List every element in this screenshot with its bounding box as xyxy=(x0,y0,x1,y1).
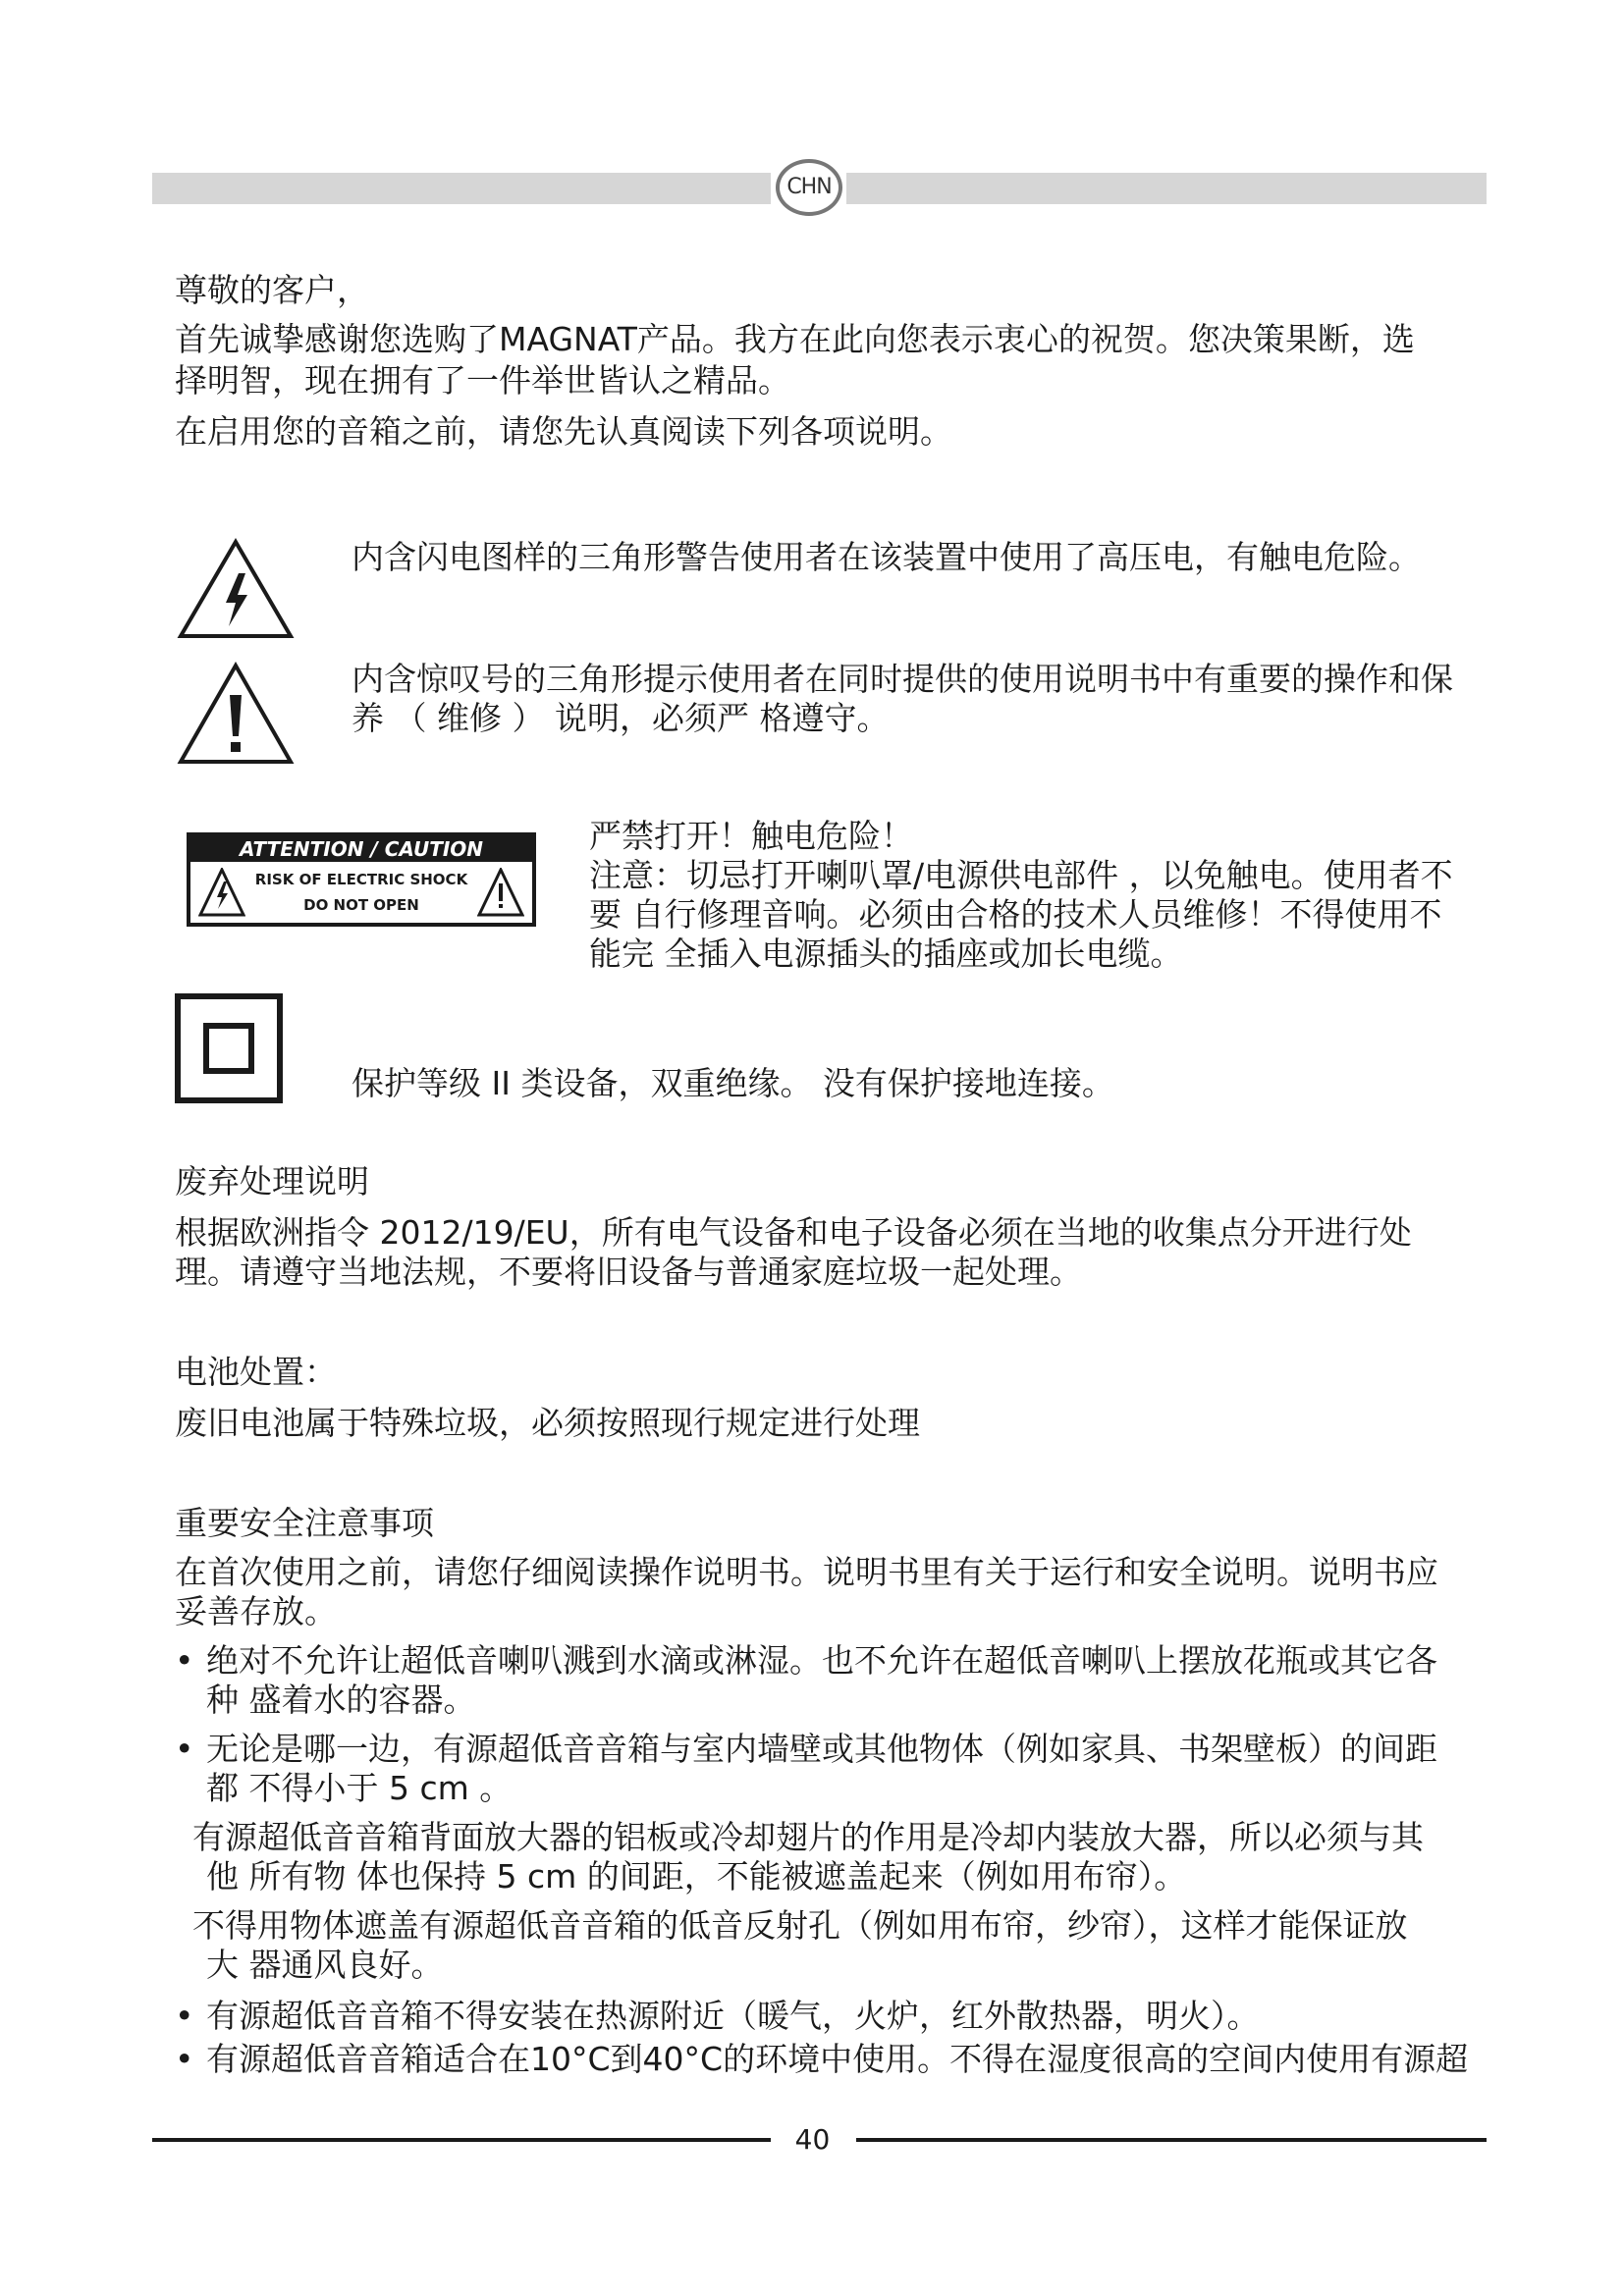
intro-paragraph-line: 首先诚挚感谢您选购了MAGNAT产品。我方在此向您表示衷心的祝贺。您决策果断，选 xyxy=(175,320,1415,358)
safety-bullet-line: 种 盛着水的容器。 xyxy=(206,1681,476,1719)
safety-paragraph-line: 不得用物体遮盖有源超低音音箱的低音反射孔（例如用布帘，纱帘），这样才能保证放 xyxy=(192,1906,1408,1945)
header-bar-left xyxy=(152,173,771,204)
safety-heading: 重要安全注意事项 xyxy=(175,1504,434,1542)
bullet-marker: • xyxy=(175,1641,194,1680)
footer-rule-left xyxy=(152,2138,771,2142)
disposal-text-line: 根据欧洲指令 2012/19/EU，所有电气设备和电子设备必须在当地的收集点分开进行处 xyxy=(175,1213,1412,1252)
safety-bullet-line: 有源超低音音箱不得安装在热源附近（暖气，火炉，红外散热器，明火）。 xyxy=(206,1997,1260,2035)
caution-label-title: ATTENTION / CAUTION xyxy=(190,836,532,862)
safety-intro-line: 在首次使用之前，请您仔细阅读操作说明书。说明书里有关于运行和安全说明。说明书应 xyxy=(175,1553,1438,1591)
page-number: 40 xyxy=(794,2123,831,2156)
safety-bullet-line: 有源超低音音箱适合在10°C到40°C的环境中使用。不得在湿度很高的空间内使用有源超 xyxy=(206,2040,1469,2078)
language-badge: CHN xyxy=(776,159,842,216)
caution-text-line: 能完 全插入电源插头的插座或加长电缆。 xyxy=(589,934,1183,973)
caution-text-line: 严禁打开！触电危险！ xyxy=(589,817,913,855)
caution-label-lightning-icon xyxy=(198,868,245,919)
caution-text-line: 注意：切忌打开喇叭罩/电源供电部件 ，以免触电。使用者不 xyxy=(589,856,1453,894)
caution-label-exclamation-icon xyxy=(477,868,524,919)
battery-heading: 电池处置： xyxy=(175,1353,337,1391)
safety-bullet-line: 都 不得小于 5 cm 。 xyxy=(206,1769,513,1807)
safety-bullet-line: 绝对不允许让超低音喇叭溅到水滴或淋湿。也不允许在超低音喇叭上摆放花瓶或其它各 xyxy=(206,1641,1437,1680)
safety-intro-line: 妥善存放。 xyxy=(175,1592,337,1630)
intro-paragraph-line: 择明智，现在拥有了一件举世皆认之精品。 xyxy=(175,361,790,400)
bullet-marker: • xyxy=(175,2040,194,2078)
exclamation-warning-text: 内含惊叹号的三角形提示使用者在同时提供的使用说明书中有重要的操作和保 xyxy=(352,660,1453,698)
safety-paragraph-line: 有源超低音音箱背面放大器的铝板或冷却翅片的作用是冷却内装放大器，所以必须与其 xyxy=(192,1818,1424,1856)
caution-label xyxy=(187,832,536,927)
disposal-text-line: 理。请遵守当地法规，不要将旧设备与普通家庭垃圾一起处理。 xyxy=(175,1253,1082,1291)
exclamation-warning-text: 养 （ 维修 ） 说明，必须严 格遵守。 xyxy=(352,699,890,737)
caution-label-line1: RISK OF ELECTRIC SHOCK xyxy=(254,871,468,888)
caution-label-line2: DO NOT OPEN xyxy=(303,896,419,914)
greeting: 尊敬的客户， xyxy=(175,271,369,309)
double-insulation-icon xyxy=(175,993,283,1103)
lightning-warning-text: 内含闪电图样的三角形警告使用者在该装置中使用了高压电，有触电危险。 xyxy=(352,538,1421,576)
lightning-warning-icon xyxy=(177,538,295,640)
caution-text-line: 要 自行修理音响。必须由合格的技术人员维修！不得使用不 xyxy=(589,895,1442,934)
safety-paragraph-line: 他 所有物 体也保持 5 cm 的间距，不能被遮盖起来（例如用布帘）。 xyxy=(206,1857,1187,1896)
disposal-heading: 废弃处理说明 xyxy=(175,1162,369,1201)
bullet-marker: • xyxy=(175,1997,194,2035)
header-bar-right xyxy=(846,173,1487,204)
safety-bullet-line: 无论是哪一边，有源超低音音箱与室内墙壁或其他物体（例如家具、书架壁板）的间距 xyxy=(206,1730,1437,1768)
safety-paragraph-line: 大 器通风良好。 xyxy=(206,1946,444,1984)
footer-rule-right xyxy=(856,2138,1487,2142)
bullet-marker: • xyxy=(175,1730,194,1768)
intro-paragraph-2: 在启用您的音箱之前，请您先认真阅读下列各项说明。 xyxy=(175,412,952,451)
exclamation-warning-icon xyxy=(177,662,295,766)
battery-text: 废旧电池属于特殊垃圾，必须按照现行规定进行处理 xyxy=(175,1404,920,1442)
class2-text: 保护等级 II 类设备，双重绝缘。 没有保护接地连接。 xyxy=(352,1064,1114,1102)
